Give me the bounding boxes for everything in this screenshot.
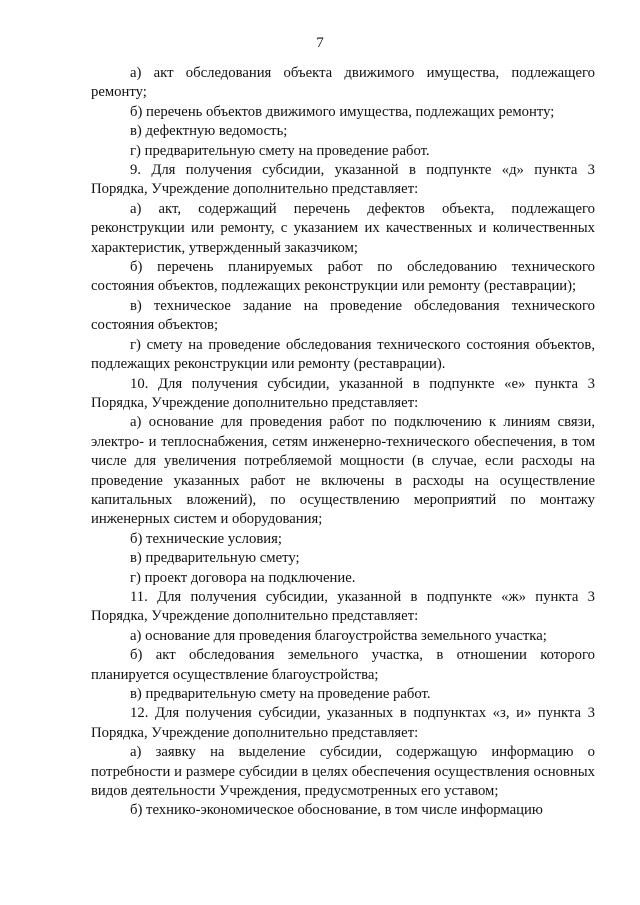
- paragraph-8d: г) предварительную смету на проведение работ.: [130, 142, 430, 159]
- page-number: 7: [316, 35, 324, 51]
- paragraph-8c: в) дефектную ведомость;: [130, 123, 288, 140]
- paragraph-10a: а) основание для проведения работ по подключению к линиям связи, электро- и теплоснабжения, сетям инженерно-технического обеспечения, в том числе для увеличения потребляемой мощности (в случае, если расходы на проведение указанных работ не включены в расходы на осуществление капитальных вложений), по осуществлению мероприятий по монтажу инженерных систем и оборудования;: [91, 414, 595, 528]
- paragraph-11c: в) предварительную смету на проведение работ.: [130, 686, 431, 702]
- paragraph-8b: б) перечень объектов движимого имущества, подлежащих ремонту;: [130, 103, 555, 120]
- paragraph-9d: г) смету на проведение обследования технического состояния объектов, подлежащих реконструкции или ремонту (реставрации).: [91, 336, 595, 373]
- paragraph-10: 10. Для получения субсидии, указанной в подпункте «е» пункта 3 Порядка, Учреждение дополнительно представляет:: [91, 375, 595, 411]
- paragraph-9b: б) перечень планируемых работ по обследованию технического состояния объектов, подлежащих реконструкции или ремонту (реставрации);: [91, 259, 595, 295]
- paragraph-10d: г) проект договора на подключение.: [130, 569, 356, 586]
- paragraph-11a: а) основание для проведения благоустройства земельного участка;: [130, 627, 547, 644]
- paragraph-11b: б) акт обследования земельного участка, в отношении которого планируется осуществление благоустройства;: [91, 647, 595, 683]
- document-body: [91, 64, 595, 821]
- paragraph-12b: б) технико-экономическое обоснование, в том числе информацию: [130, 802, 543, 819]
- paragraph-8a: а) акт обследования объекта движимого имущества, подлежащего ремонту;: [91, 65, 595, 101]
- paragraph-11: 11. Для получения субсидии, указанной в подпункте «ж» пункта 3 Порядка, Учреждение дополнительно представляет:: [91, 588, 595, 625]
- paragraph-9: 9. Для получения субсидии, указанной в подпункте «д» пункта 3 Порядка, Учреждение дополнительно представляет:: [91, 162, 595, 198]
- paragraph-9a: а) акт, содержащий перечень дефектов объекта, подлежащего реконструкции или ремонту, с указанием их качественных и количественных характеристик, утвержденный заказчиком;: [91, 200, 595, 256]
- paragraph-12a: а) заявку на выделение субсидии, содержащую информацию о потребности и размере субсидии в целях обеспечения осуществления основных видов деятельности Учреждения, предусмотренных его уставом;: [91, 744, 595, 800]
- paragraph-10c: в) предварительную смету;: [130, 550, 300, 567]
- paragraph-12: 12. Для получения субсидии, указанных в подпунктах «з, и» пункта 3 Порядка, Учреждение дополнительно представляет:: [91, 705, 595, 741]
- paragraph-9c: в) техническое задание на проведение обследования технического состояния объектов;: [91, 297, 595, 334]
- paragraph-10b: б) технические условия;: [130, 530, 282, 547]
